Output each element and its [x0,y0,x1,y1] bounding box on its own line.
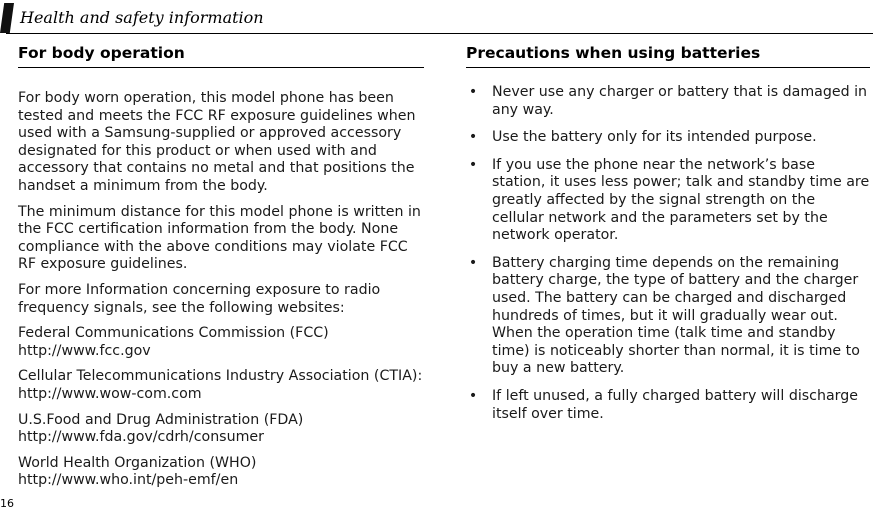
header-rule [6,33,873,34]
list-item-text: If left unused, a fully charged battery will discharge itself over time. [492,387,858,422]
header-marker [0,3,14,33]
more-information-paragraph: For more Information concerning exposure to radio frequency signals, see the following websites: [18,281,381,316]
website-entry-fcc [18,325,424,360]
list-item [466,157,870,245]
right-column [466,44,872,423]
bullet-icon: • [468,129,478,146]
website-url[interactable]: http://www.wow-com.com [18,385,202,402]
website-name: World Health Organization (WHO) [18,454,257,471]
website-url[interactable]: http://www.fda.gov/cdrh/consumer [18,429,264,446]
list-item-text: If you use the phone near the network’s base station, it uses less power; talk and standby time are greatly affected by the signal strength on the cellular network and the parameters set by the network operator. [492,156,870,244]
website-url[interactable]: http://www.fcc.gov [18,342,151,359]
website-entry-who [18,455,424,490]
header-title: Health and safety information [20,8,264,27]
list-item [466,84,870,119]
bullet-icon: • [468,254,478,271]
body-operation-heading: For body operation [18,44,424,68]
website-entry-ctia [18,368,424,403]
list-item-text: Battery charging time depends on the remaining battery charge, the type of battery and the charger used. The battery can be charged and discharged hundreds of times, but it will gradually wear out. When the operation time (talk time and standby time) is noticeably shorter than normal, it is time to buy a new battery. [492,254,860,377]
list-item-text: Never use any charger or battery that is damaged in any way. [492,84,868,118]
body-operation-paragraph: For body worn operation, this model phone has been tested and meets the FCC RF exposure guidelines when used with a Samsung-supplied or approved accessory designated for this product or when used with and accessory that contains no metal and that positions the handset a minimum from the body. [18,90,416,194]
left-column [18,44,424,490]
list-item [466,255,870,378]
website-name: U.S.Food and Drug Administration (FDA) [18,411,304,428]
page-number: 16 [0,497,14,510]
list-item [466,129,870,147]
bullet-icon: • [468,84,478,100]
battery-precautions-heading: Precautions when using batteries [466,44,870,68]
minimum-distance-paragraph: The minimum distance for this model phone is written in the FCC certification information from the body. None compliance with the above conditions may violate FCC RF exposure guidelines. [18,203,421,273]
battery-precautions-list [466,84,870,423]
bullet-icon: • [468,387,478,404]
list-item [466,388,870,423]
website-url[interactable]: http://www.who.int/peh-emf/en [18,472,239,489]
website-name: Cellular Telecommunications Industry Association (CTIA): [18,368,423,385]
list-item-text: Use the battery only for its intended purpose. [492,129,817,146]
website-entry-fda [18,412,424,447]
page-header [0,0,873,34]
bullet-icon: • [468,156,478,173]
website-name: Federal Communications Commission (FCC) [18,325,329,342]
